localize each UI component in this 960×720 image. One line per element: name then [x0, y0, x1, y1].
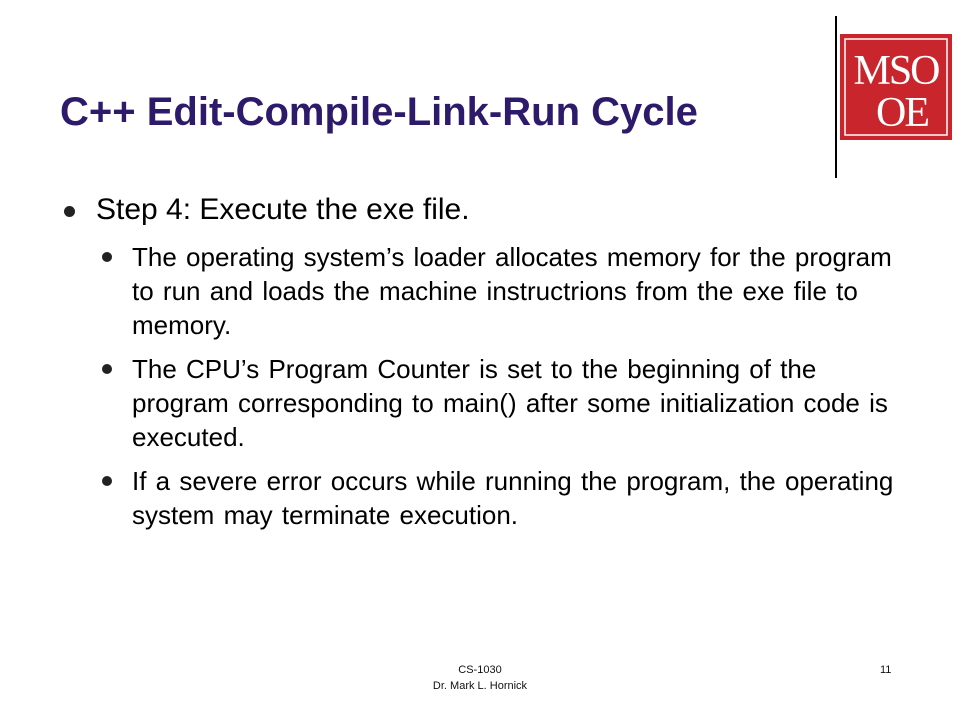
bullet-level1 [60, 192, 910, 228]
footer-info [380, 662, 580, 694]
bullet-dot-icon [102, 476, 112, 486]
sub-bullet [96, 240, 910, 342]
footer-author: Dr. Mark L. Hornick [432, 680, 528, 692]
slide-content [60, 192, 910, 542]
slide-title: C++ Edit-Compile-Link-Run Cycle [60, 90, 698, 134]
bullet-dot-icon [102, 364, 112, 374]
bullet-dot-icon [102, 252, 112, 262]
msoe-logo [840, 34, 952, 140]
sub-bullet-text: If a severe error occurs while running the program, the operating system may terminate execution. [132, 466, 894, 530]
sub-bullet-text: The operating system’s loader allocates memory for the program to run and loads the machine instructrions from the exe file to memory. [132, 242, 892, 340]
sub-bullet-text: The CPU’s Program Counter is set to the beginning of the program corresponding to main() after some initialization code is executed. [132, 354, 888, 452]
sub-bullet [96, 352, 910, 454]
logo-text-line1: MSO [853, 48, 939, 94]
bullet-text: Step 4: Execute the exe file. [96, 193, 470, 226]
bullet-dot-icon [64, 206, 75, 217]
header-divider [835, 16, 837, 178]
logo-text-line2: OE [876, 90, 928, 136]
page-number: 11 [880, 664, 892, 676]
sub-bullet [96, 464, 910, 532]
footer-course: CS-1030 [458, 664, 502, 676]
